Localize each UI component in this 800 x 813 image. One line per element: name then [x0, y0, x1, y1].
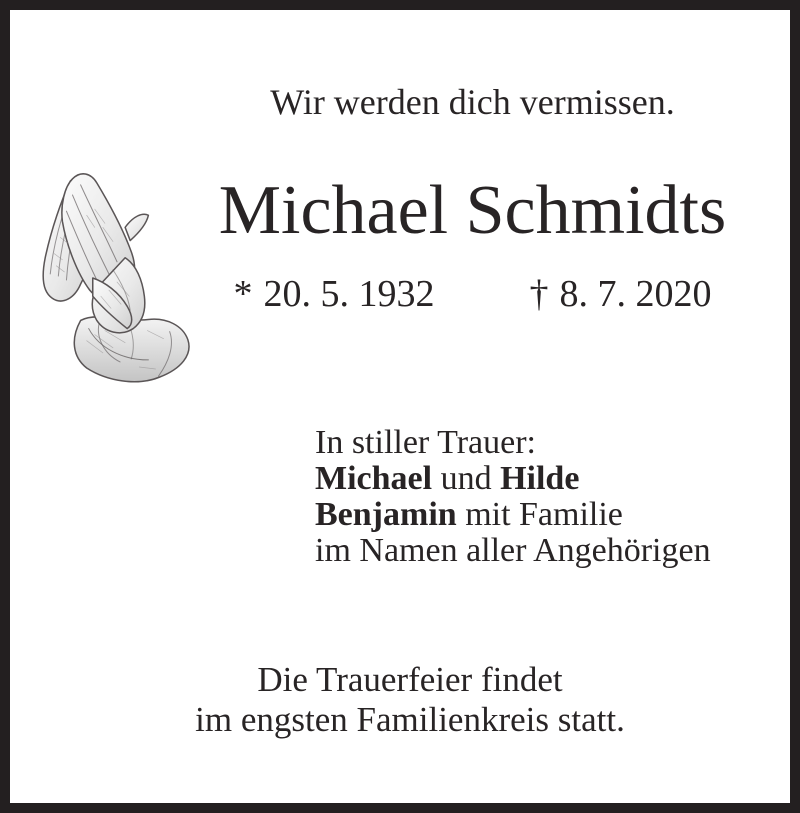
- mourner-name: Hilde: [500, 460, 580, 497]
- funeral-note: [20, 660, 800, 740]
- mourner-name: Michael: [315, 460, 433, 497]
- opening-line: Wir werden dich vermissen.: [270, 82, 675, 122]
- mourners-block: [315, 425, 711, 569]
- death-date-value: 8. 7. 2020: [559, 273, 712, 315]
- mourners-line-1: [315, 461, 711, 497]
- death-date: [530, 275, 712, 313]
- deceased-name: Michael Schmidts: [218, 172, 727, 249]
- mourners-intro: In stiller Trauer:: [315, 424, 536, 461]
- funeral-note-line-2: im engsten Familienkreis statt.: [195, 700, 625, 739]
- died-dagger-icon: †: [529, 273, 549, 315]
- funeral-note-line-1: Die Trauerfeier findet: [257, 660, 563, 699]
- mourners-family-suffix: mit Familie: [465, 496, 623, 533]
- mourners-conjunction: und: [440, 460, 492, 497]
- life-dates: [150, 275, 795, 313]
- birth-date: [234, 275, 435, 313]
- mourners-closing: im Namen aller Angehörigen: [315, 532, 711, 569]
- birth-date-value: 20. 5. 1932: [263, 273, 435, 315]
- born-asterisk-icon: *: [233, 273, 253, 315]
- mourner-name: Benjamin: [315, 496, 457, 533]
- mourners-line-2: [315, 497, 711, 533]
